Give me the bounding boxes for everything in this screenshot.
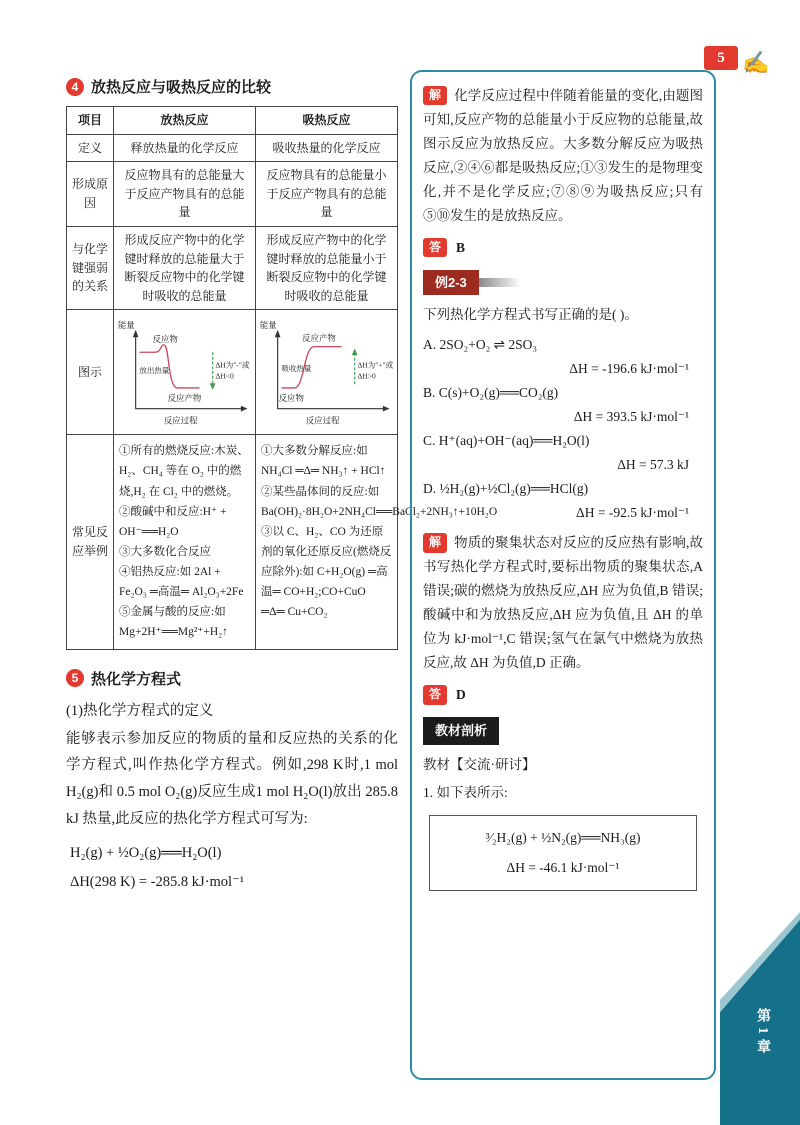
header-exothermic: 放热反应 — [114, 107, 256, 135]
table-row-examples — [67, 435, 398, 649]
example-question: 下列热化学方程式书写正确的是( )。 — [423, 307, 638, 323]
example-item: ①所有的燃烧反应:木炭、H₂、CH₄ 等在 O₂ 中的燃烧,H₂ 在 Cl₂ 中的燃烧。 — [119, 445, 249, 498]
heat-absorb-label: 吸收热量 — [281, 364, 312, 374]
example-item: ⑤金属与酸的反应:如 Mg+2H⁺══Mg²⁺+H₂↑ — [119, 606, 228, 639]
table-row — [67, 162, 398, 227]
ammonia-equation-box — [429, 815, 697, 891]
row-label-diagram: 图示 — [67, 310, 114, 435]
exothermic-diagram-cell — [114, 310, 256, 435]
answer-tag: 答 — [423, 238, 447, 257]
table-row-diagrams — [67, 310, 398, 435]
answer-2 — [423, 683, 703, 707]
hand-doodle-icon: ✍ — [742, 50, 770, 75]
thermo-equation: H₂(g) + ½O₂(g)══H₂O(l) — [70, 844, 222, 861]
option-c — [423, 429, 703, 477]
section5 — [66, 668, 398, 891]
delta-h-label-2: ΔH<0 — [215, 371, 234, 381]
analysis-line-1: 教材【交流·研讨】 — [423, 756, 536, 772]
row-label-cause: 形成原因 — [67, 162, 114, 227]
option-b-dh: ΔH = 393.5 kJ·mol⁻¹ — [573, 409, 689, 425]
table-header-row — [67, 107, 398, 135]
definition-exo: 释放热量的化学反应 — [114, 134, 256, 162]
example-item: ①大多数分解反应:如 NH₄Cl ═Δ═ NH₃↑ + HCl↑ — [261, 445, 386, 478]
section5-number-badge: 5 — [66, 669, 84, 687]
example-item: ②某些晶体间的反应:如 Ba(OH)₂·8H₂O+2NH₄Cl══BaCl₂+2NH₃↑+10H₂O — [261, 485, 498, 518]
option-b-formula: B. C(s)+O₂(g)══CO₂(g) — [423, 385, 559, 401]
reactant-label: 反应物 — [278, 393, 304, 404]
section5-subheading: (1)热化学方程式的定义 — [66, 702, 214, 719]
textbook-analysis-header — [423, 717, 703, 744]
product-label: 反应产物 — [167, 393, 202, 404]
row-label-bond: 与化学键强弱的关系 — [67, 226, 114, 309]
delta-h-label-2: ΔH>0 — [357, 371, 376, 381]
analysis-line-2: 1. 如下表所示: — [423, 784, 508, 800]
axis-label: 能量 — [259, 320, 277, 331]
solution-tag: 解 — [423, 86, 447, 105]
section4-heading — [66, 76, 398, 97]
option-a-dh: ΔH = -196.6 kJ·mol⁻¹ — [569, 361, 689, 377]
option-d — [423, 477, 703, 525]
example-item: ③大多数化合反应 — [119, 545, 211, 558]
answer-1-value: B — [456, 240, 466, 256]
section5-title: 热化学方程式 — [91, 671, 182, 688]
definition-endo: 吸收热量的化学反应 — [256, 134, 398, 162]
section5-heading — [66, 668, 398, 689]
heat-release-label: 放出热量 — [139, 366, 170, 376]
table-row — [67, 134, 398, 162]
x-axis-label: 反应过程 — [305, 415, 340, 426]
cause-exo: 反应物具有的总能量大于反应产物具有的总能量 — [114, 162, 256, 227]
option-b — [423, 381, 703, 429]
example-2-3-label: 例2-3 — [423, 270, 479, 295]
table-row — [67, 226, 398, 309]
example-item: ②酸碱中和反应:H⁺ + OH⁻══H₂O — [119, 505, 227, 538]
bond-exo: 形成反应产物中的化学键时释放的总能量大于断裂反应物中的化学键时吸收的总能量 — [114, 226, 256, 309]
section4-number-badge: 4 — [66, 78, 84, 96]
endothermic-energy-diagram — [257, 312, 396, 432]
chapter-tab-label: 第1章 — [755, 1008, 770, 1058]
example-label-shadow — [479, 278, 521, 287]
header-endothermic: 吸热反应 — [256, 107, 398, 135]
solution-2-text: 物质的聚集状态对反应的反应热有影响,故书写热化学方程式时,要标出物质的聚集状态,A 错误;碳的燃烧为放热反应,ΔH 应为负值,B 错误;酸碱中和为放热反应,ΔH 应为负值,且 ΔH 的单位为 kJ·mol⁻¹,C 错误;氢气在氯气中燃烧为放热反应,故 ΔH 为负值,D 正确。 — [423, 535, 703, 671]
solution-tag: 解 — [423, 533, 447, 552]
solution-2 — [423, 531, 703, 675]
section5-paragraph: 能够表示参加反应的物质的量和反应热的关系的化学方程式,叫作热化学方程式。例如,298 K时,1 mol H₂(g)和 0.5 mol O₂(g)反应生成1 mol H₂O(l)放出 285.8 kJ 热量,此反应的热化学方程式可写为: — [66, 730, 398, 828]
examples-exo-cell — [114, 435, 256, 649]
option-a-formula: A. 2SO₂+O₂ ⇌ 2SO₃ — [423, 337, 538, 353]
answer-1 — [423, 236, 703, 260]
delta-h-label-1: ΔH为"-"或 — [215, 360, 250, 370]
option-a — [423, 333, 703, 381]
solution-1-text: 化学反应过程中伴随着能量的变化,由题图可知,反应产物的总能量小于反应物的总能量,故图示反应为放热反应。大多数分解反应为吸热反应,②④⑥都是吸热反应;①③发生的是物理变化,并不是化学反应;⑦⑧⑨为吸热反应;只有⑤⑩发生的是放热反应。 — [423, 88, 703, 224]
section4-title: 放热反应与吸热反应的比较 — [91, 80, 272, 96]
solution-1 — [423, 84, 703, 228]
examples-endo-cell — [256, 435, 498, 649]
answer-panel — [410, 70, 716, 1080]
textbook-analysis-label: 教材剖析 — [423, 717, 499, 744]
delta-h-label-1: ΔH为"+"或 — [357, 360, 394, 370]
page-number-badge: 5 — [704, 46, 738, 70]
option-d-formula: D. ½H₂(g)+½Cl₂(g)══HCl(g) — [423, 481, 589, 497]
option-c-formula: C. H⁺(aq)+OH⁻(aq)══H₂O(l) — [423, 433, 590, 449]
ammonia-equation: ³⁄₂H₂(g) + ½N₂(g)══NH₃(g) — [485, 829, 641, 845]
row-label-examples: 常见反应举例 — [67, 435, 114, 649]
reactant-label: 反应物 — [152, 334, 178, 345]
header-item: 项目 — [67, 107, 114, 135]
bond-endo: 形成反应产物中的化学键时释放的总能量小于断裂反应物中的化学键时吸收的总能量 — [256, 226, 398, 309]
x-axis-label: 反应过程 — [163, 415, 198, 426]
answer-tag: 答 — [423, 685, 447, 704]
answer-2-value: D — [456, 687, 466, 703]
axis-label: 能量 — [117, 320, 135, 331]
row-label-definition: 定义 — [67, 134, 114, 162]
cause-endo: 反应物具有的总能量小于反应产物具有的总能量 — [256, 162, 398, 227]
endothermic-diagram-cell — [256, 310, 398, 435]
thermo-equation-dh: ΔH(298 K) = -285.8 kJ·mol⁻¹ — [70, 873, 245, 890]
option-d-dh: ΔH = -92.5 kJ·mol⁻¹ — [576, 505, 689, 521]
example-2-3-header — [423, 270, 703, 295]
example-item: ④铝热反应:如 2Al + Fe₂O₃ ═高温═ Al₂O₃+2Fe — [119, 566, 244, 599]
ammonia-equation-dh: ΔH = -46.1 kJ·mol⁻¹ — [506, 859, 620, 875]
example-item: ③以 C、H₂、CO 为还原剂的氧化还原反应(燃烧反应除外):如 C+H₂O(g) ═高温═ CO+H₂;CO+CuO ═Δ═ Cu+CO₂ — [261, 525, 392, 619]
exothermic-energy-diagram — [115, 312, 254, 432]
product-label: 反应产物 — [302, 333, 336, 344]
option-c-dh: ΔH = 57.3 kJ — [617, 457, 689, 473]
